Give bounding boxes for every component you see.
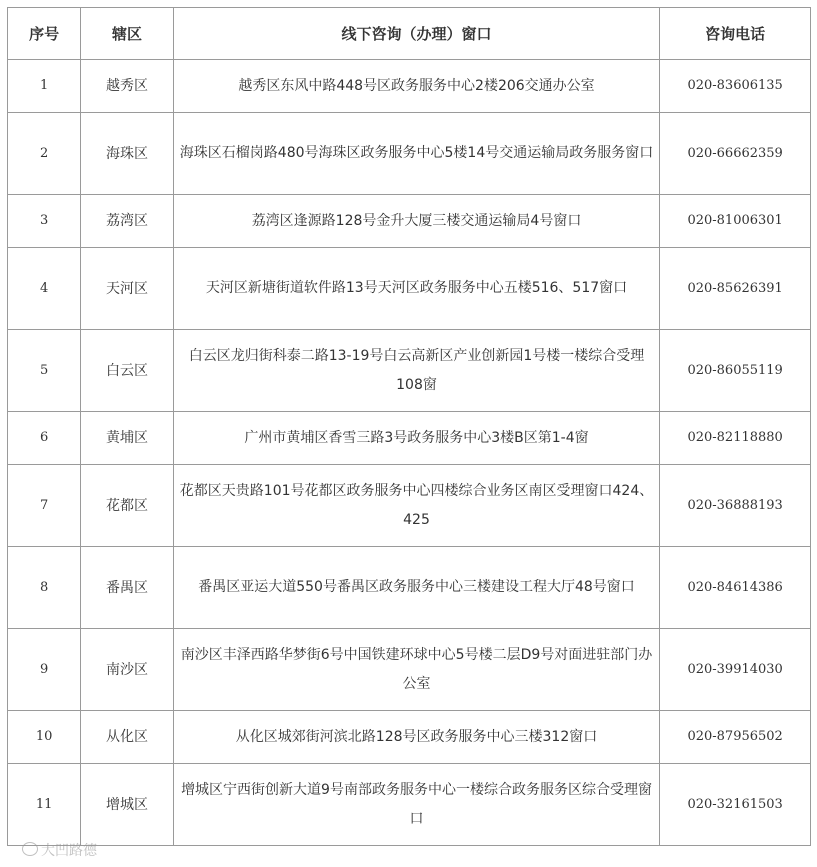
row-no: 4 <box>8 248 81 330</box>
table-row <box>8 547 811 629</box>
row-address: 南沙区丰泽西路华梦街6号中国铁建环球中心5号楼二层D9号对面进驻部门办公室 <box>173 629 660 711</box>
row-phone: 020-86055119 <box>660 330 811 412</box>
row-address: 花都区天贵路101号花都区政务服务中心四楼综合业务区南区受理窗口424、425 <box>173 465 660 547</box>
table-header-row <box>8 8 811 60</box>
row-no: 7 <box>8 465 81 547</box>
row-phone: 020-84614386 <box>660 547 811 629</box>
row-phone: 020-32161503 <box>660 764 811 846</box>
row-district: 番禺区 <box>81 547 174 629</box>
row-address: 广州市黄埔区香雪三路3号政务服务中心3楼B区第1-4窗 <box>173 412 660 465</box>
row-no: 8 <box>8 547 81 629</box>
row-no: 3 <box>8 195 81 248</box>
table-row <box>8 465 811 547</box>
row-phone: 020-82118880 <box>660 412 811 465</box>
row-phone: 020-87956502 <box>660 711 811 764</box>
header-phone: 咨询电话 <box>660 8 811 60</box>
row-no: 2 <box>8 113 81 195</box>
header-district: 辖区 <box>81 8 174 60</box>
table-row <box>8 195 811 248</box>
watermark-text: 大凹路德 <box>41 843 97 859</box>
row-address: 荔湾区逢源路128号金升大厦三楼交通运输局4号窗口 <box>173 195 660 248</box>
row-district: 天河区 <box>81 248 174 330</box>
row-no: 11 <box>8 764 81 846</box>
table-row <box>8 711 811 764</box>
table-row <box>8 248 811 330</box>
row-address: 从化区城郊街河滨北路128号区政务服务中心三楼312窗口 <box>173 711 660 764</box>
row-no: 5 <box>8 330 81 412</box>
row-phone: 020-85626391 <box>660 248 811 330</box>
row-phone: 020-36888193 <box>660 465 811 547</box>
table-row <box>8 629 811 711</box>
row-district: 南沙区 <box>81 629 174 711</box>
table-row <box>8 113 811 195</box>
header-address: 线下咨询（办理）窗口 <box>173 8 660 60</box>
row-district: 从化区 <box>81 711 174 764</box>
header-no: 序号 <box>8 8 81 60</box>
row-address: 天河区新塘街道软件路13号天河区政务服务中心五楼516、517窗口 <box>173 248 660 330</box>
row-district: 白云区 <box>81 330 174 412</box>
row-address: 白云区龙归街科泰二路13-19号白云高新区产业创新园1号楼一楼综合受理108窗 <box>173 330 660 412</box>
row-no: 6 <box>8 412 81 465</box>
row-address: 番禺区亚运大道550号番禺区政务服务中心三楼建设工程大厅48号窗口 <box>173 547 660 629</box>
row-phone: 020-83606135 <box>660 60 811 113</box>
row-phone: 020-66662359 <box>660 113 811 195</box>
row-district: 越秀区 <box>81 60 174 113</box>
row-address: 海珠区石榴岗路480号海珠区政务服务中心5楼14号交通运输局政务服务窗口 <box>173 113 660 195</box>
row-district: 荔湾区 <box>81 195 174 248</box>
row-no: 9 <box>8 629 81 711</box>
row-no: 1 <box>8 60 81 113</box>
table-row <box>8 60 811 113</box>
row-phone: 020-39914030 <box>660 629 811 711</box>
row-address: 增城区宁西街创新大道9号南部政务服务中心一楼综合政务服务区综合受理窗口 <box>173 764 660 846</box>
table-row <box>8 330 811 412</box>
row-district: 海珠区 <box>81 113 174 195</box>
table-row <box>8 764 811 846</box>
row-district: 增城区 <box>81 764 174 846</box>
row-address: 越秀区东风中路448号区政务服务中心2楼206交通办公室 <box>173 60 660 113</box>
row-district: 黄埔区 <box>81 412 174 465</box>
consultation-window-table <box>7 7 811 846</box>
row-no: 10 <box>8 711 81 764</box>
watermark <box>22 840 97 860</box>
table-row <box>8 412 811 465</box>
row-district: 花都区 <box>81 465 174 547</box>
row-phone: 020-81006301 <box>660 195 811 248</box>
weibo-logo-icon <box>22 842 38 856</box>
